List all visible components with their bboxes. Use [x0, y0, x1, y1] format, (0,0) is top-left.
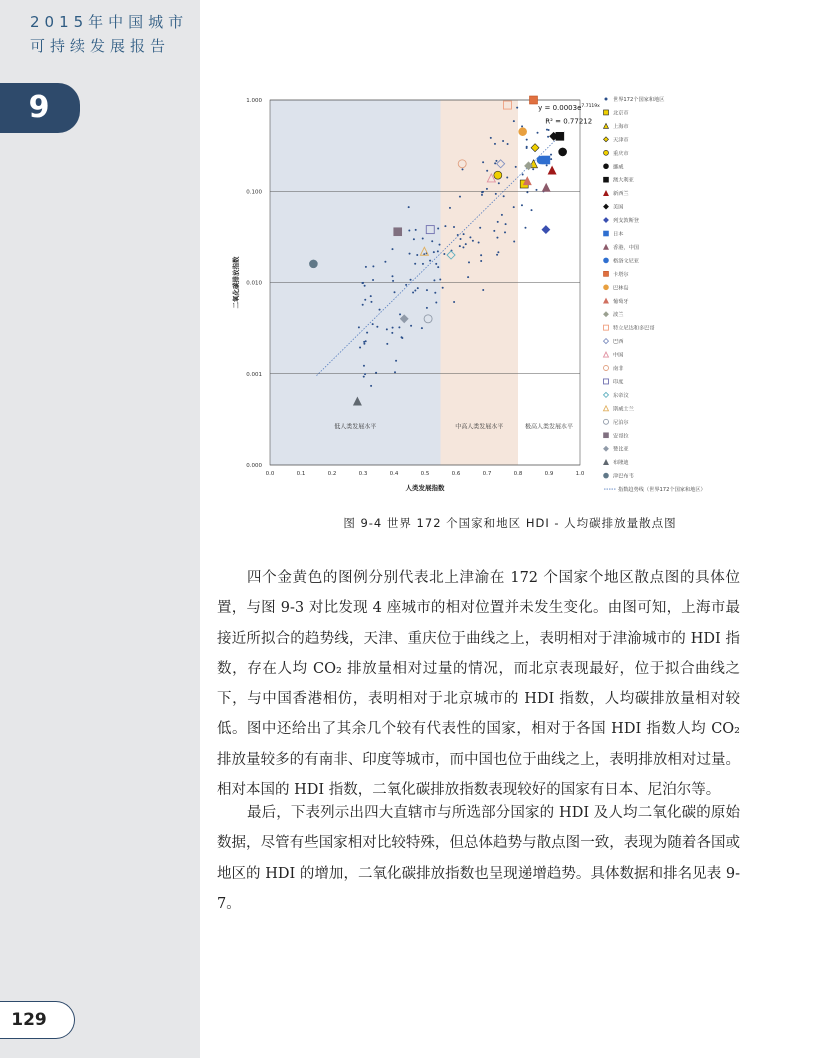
world-point [550, 158, 552, 160]
legend-label: 卡塔尔 [613, 271, 629, 278]
legend-label: 尼泊尔 [613, 419, 629, 426]
world-point [439, 279, 441, 281]
world-point [442, 287, 444, 289]
book-title: 2015年中国城市可持续发展报告 [30, 13, 189, 55]
legend-label: 津巴布韦 [613, 473, 634, 480]
legend-label: 巴林岛 [613, 285, 629, 292]
legend-label: 东帝汶 [613, 392, 629, 399]
world-point [410, 325, 412, 327]
world-point [459, 245, 461, 247]
world-point [366, 332, 368, 334]
world-point [422, 238, 424, 240]
legend-marker [604, 433, 609, 438]
world-point [459, 196, 461, 198]
world-point [372, 323, 374, 325]
world-point [414, 289, 416, 291]
legend-label: 上海市 [613, 123, 629, 130]
world-point [462, 168, 464, 170]
world-point [401, 336, 403, 338]
world-point [522, 174, 524, 176]
world-point [465, 243, 467, 245]
legend-label: 澳大利亚 [613, 177, 634, 184]
x-tick-label: 0.9 [544, 471, 554, 477]
world-point [449, 207, 451, 209]
world-point [481, 194, 483, 196]
world-point [398, 326, 400, 328]
world-point [408, 229, 410, 231]
world-point [469, 236, 471, 238]
world-point [365, 340, 367, 342]
legend-marker [604, 137, 609, 142]
legend-label: 布隆迪 [613, 460, 629, 467]
world-point [358, 326, 360, 328]
world-point [359, 346, 361, 348]
x-tick-label: 0.1 [296, 471, 306, 477]
world-point [370, 301, 372, 303]
world-point [521, 204, 523, 206]
world-point [409, 253, 411, 255]
region-label: 低人类发展水平 [334, 423, 377, 431]
world-point [405, 284, 407, 286]
legend-marker [605, 98, 608, 101]
figure-caption: 图 9-4 世界 172 个国家和地区 HDI - 人均碳排放量散点图 [343, 516, 677, 530]
world-point [546, 164, 548, 166]
world-point [437, 227, 439, 229]
y-tick-label: 0.100 [246, 189, 262, 196]
region-label: 极高人类发展水平 [524, 423, 574, 431]
world-point [504, 231, 506, 233]
world-point [537, 132, 539, 134]
legend-label: 斯威士兰 [613, 406, 634, 413]
highlight-point [537, 156, 545, 164]
world-point [422, 263, 424, 265]
legend-marker [604, 446, 609, 451]
world-point [394, 371, 396, 373]
legend-marker [604, 366, 609, 371]
world-point [486, 170, 488, 172]
world-point [526, 191, 528, 193]
legend-label: 美国 [613, 204, 624, 211]
world-point [391, 275, 393, 277]
world-point [421, 327, 423, 329]
legend-marker [604, 164, 609, 169]
world-point [453, 301, 455, 303]
world-point [506, 176, 508, 178]
legend-label: 新西兰 [613, 191, 629, 198]
legend-marker [604, 406, 609, 411]
world-point [395, 360, 397, 362]
world-point [391, 332, 393, 334]
legend-marker [604, 204, 609, 209]
legend-label: 印度 [613, 379, 624, 386]
world-point [482, 289, 484, 291]
legend-marker [604, 312, 609, 317]
x-tick-label: 0.2 [327, 471, 337, 477]
world-point [521, 125, 523, 127]
world-point [391, 248, 393, 250]
legend-marker [604, 231, 609, 236]
legend-label: 赞比亚 [613, 446, 629, 453]
legend-label: 葡萄牙 [613, 298, 629, 305]
world-point [435, 263, 437, 265]
legend-marker [604, 419, 609, 424]
world-point [480, 260, 482, 262]
world-point [364, 299, 366, 301]
world-point [364, 373, 366, 375]
world-point [478, 242, 480, 244]
world-point [416, 254, 418, 256]
legend-label: 挪威 [613, 164, 624, 171]
world-point [392, 327, 394, 329]
world-point [498, 182, 500, 184]
x-tick-label: 0.4 [389, 471, 399, 477]
legend-label: 天津市 [613, 137, 629, 144]
x-tick-label: 0.5 [420, 471, 430, 477]
world-point [502, 140, 504, 142]
world-point [507, 143, 509, 145]
world-point [426, 289, 428, 291]
world-point [463, 233, 465, 235]
world-point [505, 223, 507, 225]
world-point [435, 302, 437, 304]
legend-marker [604, 110, 609, 115]
world-point [548, 129, 550, 131]
world-point [472, 240, 474, 242]
world-point [444, 225, 446, 227]
legend-marker [604, 123, 609, 128]
world-point [496, 254, 498, 256]
legend-label: 格洛文尼亚 [613, 258, 639, 265]
world-point [370, 295, 372, 297]
world-point [460, 238, 462, 240]
legend-marker [604, 298, 609, 303]
legend-marker [604, 285, 609, 290]
world-point [363, 343, 365, 345]
world-point [431, 240, 433, 242]
world-point [364, 285, 366, 287]
legend-marker [604, 191, 609, 196]
legend-label: 北京市 [613, 110, 629, 117]
world-point [437, 266, 439, 268]
world-point [494, 143, 496, 145]
page-number: 129 [11, 1010, 47, 1030]
highlight-point [309, 260, 317, 268]
world-point [516, 107, 518, 109]
y-tick-label: 0.001 [246, 371, 262, 378]
world-point [513, 241, 515, 243]
world-point [480, 254, 482, 256]
world-point [493, 230, 495, 232]
legend-marker [604, 392, 609, 397]
world-point [531, 209, 533, 211]
world-point [443, 253, 445, 255]
world-point [496, 237, 498, 239]
world-point [426, 307, 428, 309]
world-point [535, 189, 537, 191]
legend-label: 日本 [613, 231, 624, 238]
world-point [433, 279, 435, 281]
sidebar [0, 0, 200, 1058]
x-tick-label: 1.0 [575, 471, 585, 477]
x-tick-label: 0.0 [265, 471, 275, 477]
legend-label: 中国 [613, 352, 624, 359]
world-point [532, 168, 534, 170]
world-point [495, 193, 497, 195]
world-point [372, 279, 374, 281]
legend-marker [604, 339, 609, 344]
world-point [433, 251, 435, 253]
world-point [417, 287, 419, 289]
world-point [363, 365, 365, 367]
y-tick-label: 0.000 [246, 463, 262, 469]
trendline-equation: $y = 0.0003e^{7.7119x}$ [538, 103, 600, 112]
world-point [362, 304, 364, 306]
region-label: 中高人类发展水平 [455, 423, 504, 431]
legend-label: 香港，中国 [613, 244, 639, 251]
trendline-exponent: 7.7119x [581, 103, 600, 109]
world-point [372, 265, 374, 267]
world-point [503, 195, 505, 197]
world-point [550, 154, 552, 156]
legend-label: 列支敦斯登 [613, 218, 639, 225]
world-point [370, 385, 372, 387]
y-axis-label: 二氧化碳排放指数 [232, 256, 240, 309]
world-point [386, 343, 388, 345]
world-point [392, 280, 394, 282]
world-point [524, 227, 526, 229]
world-point [526, 139, 528, 141]
world-point [479, 227, 481, 229]
x-tick-label: 0.8 [513, 471, 523, 477]
world-point [439, 244, 441, 246]
world-point [467, 276, 469, 278]
world-point [513, 120, 515, 122]
world-point [482, 161, 484, 163]
legend-label: 南非 [613, 366, 624, 372]
world-point [494, 162, 496, 164]
world-point [497, 251, 499, 253]
legend-marker [604, 218, 609, 223]
world-point [453, 226, 455, 228]
highlight-point [559, 148, 567, 156]
legend-label: 巴西 [613, 339, 624, 346]
legend-marker [604, 473, 609, 478]
y-tick-label: 0.010 [246, 280, 262, 287]
legend-marker [604, 150, 609, 155]
world-point [376, 326, 378, 328]
legend-label: 世界172个国家和地区 [613, 97, 665, 103]
world-point [434, 292, 436, 294]
x-tick-label: 0.7 [482, 471, 492, 477]
highlight-point [530, 96, 538, 104]
world-point [515, 166, 517, 168]
world-point [379, 309, 381, 311]
world-point [410, 279, 412, 281]
highlight-point [519, 128, 527, 136]
legend-label: 安哥拉 [613, 433, 629, 440]
world-point [481, 191, 483, 193]
world-point [497, 221, 499, 223]
legend-label: 指数趋势线（世界172个国家和地区） [618, 487, 706, 494]
legend-marker [604, 460, 609, 465]
world-point [526, 146, 528, 148]
world-point [408, 206, 410, 208]
world-point [501, 214, 503, 216]
world-point [429, 260, 431, 262]
world-point [394, 291, 396, 293]
world-point [399, 313, 401, 315]
world-point [365, 266, 367, 268]
legend-marker [604, 258, 609, 263]
legend-marker [604, 244, 609, 249]
world-point [437, 250, 439, 252]
legend-marker [604, 271, 609, 276]
world-point [375, 372, 377, 374]
world-point [415, 229, 417, 231]
world-point [547, 136, 549, 138]
world-point [413, 238, 415, 240]
world-point [384, 261, 386, 263]
legend-marker [604, 325, 609, 330]
highlight-point [394, 228, 402, 236]
world-point [486, 188, 488, 190]
body-paragraph-1: 四个金黄色的图例分别代表北上津渝在 172 个国家个地区散点图的具体位置，与图 9-3 对比发现 4 座城市的相对位置并未发生变化。由图可知，上海市最接近所拟合的趋势线，天津、重庆位于曲线之上，表明相对于津渝城市的 HDI 指数，存在人均 CO₂ 排放量相对过量的情况，而北京表现最好，位于拟合曲线之下，与中国香港相仿，表明相对于北京城市的 HDI 指数，人均碳排放量相对较低。图中还给出了其余几个较有代表性的国家，相对于各国 HDI 指数人均 CO₂ 排放量较多的有南非、印度等城市，而中国也位于曲线之上，表明排放相对过量。相对本国的 HDI 指数，二氧化碳排放指数表现较好的国家有日本、尼泊尔等。 [217, 570, 740, 799]
trendline-r2: R² = 0.77212 [545, 117, 593, 126]
chapter-number: 9 [28, 90, 50, 125]
highlight-point [494, 171, 502, 179]
world-point [468, 261, 470, 263]
legend-label: 波兰 [613, 312, 624, 319]
world-point [412, 292, 414, 294]
body-paragraph-2: 最后，下表列示出四大直辖市与所选部分国家的 HDI 及人均二氧化碳的原始数据，尽管有些国家相对比较特殊，但总体趋势与散点图一致，表现为随着各国或地区的 HDI 的增加，二氧化碳排放指数也呈现递增趋势。具体数据和排名见表 9-7。 [217, 805, 740, 912]
legend-label: 重庆市 [613, 150, 629, 157]
world-point [462, 246, 464, 248]
legend-marker [604, 352, 609, 357]
world-point [386, 328, 388, 330]
x-axis-label: 人类发展指数 [405, 484, 445, 492]
x-tick-label: 0.6 [451, 471, 461, 477]
world-point [363, 376, 365, 378]
world-point [495, 160, 497, 162]
scatter-chart [230, 90, 750, 505]
world-point [513, 206, 515, 208]
y-tick-label: 1.000 [246, 98, 262, 104]
legend-label: 特立尼达和多巴哥 [613, 325, 655, 332]
world-point [490, 137, 492, 139]
x-tick-label: 0.3 [358, 471, 368, 477]
legend-marker [604, 379, 609, 384]
world-point [361, 282, 363, 284]
world-point [414, 263, 416, 265]
legend-marker [604, 177, 609, 182]
